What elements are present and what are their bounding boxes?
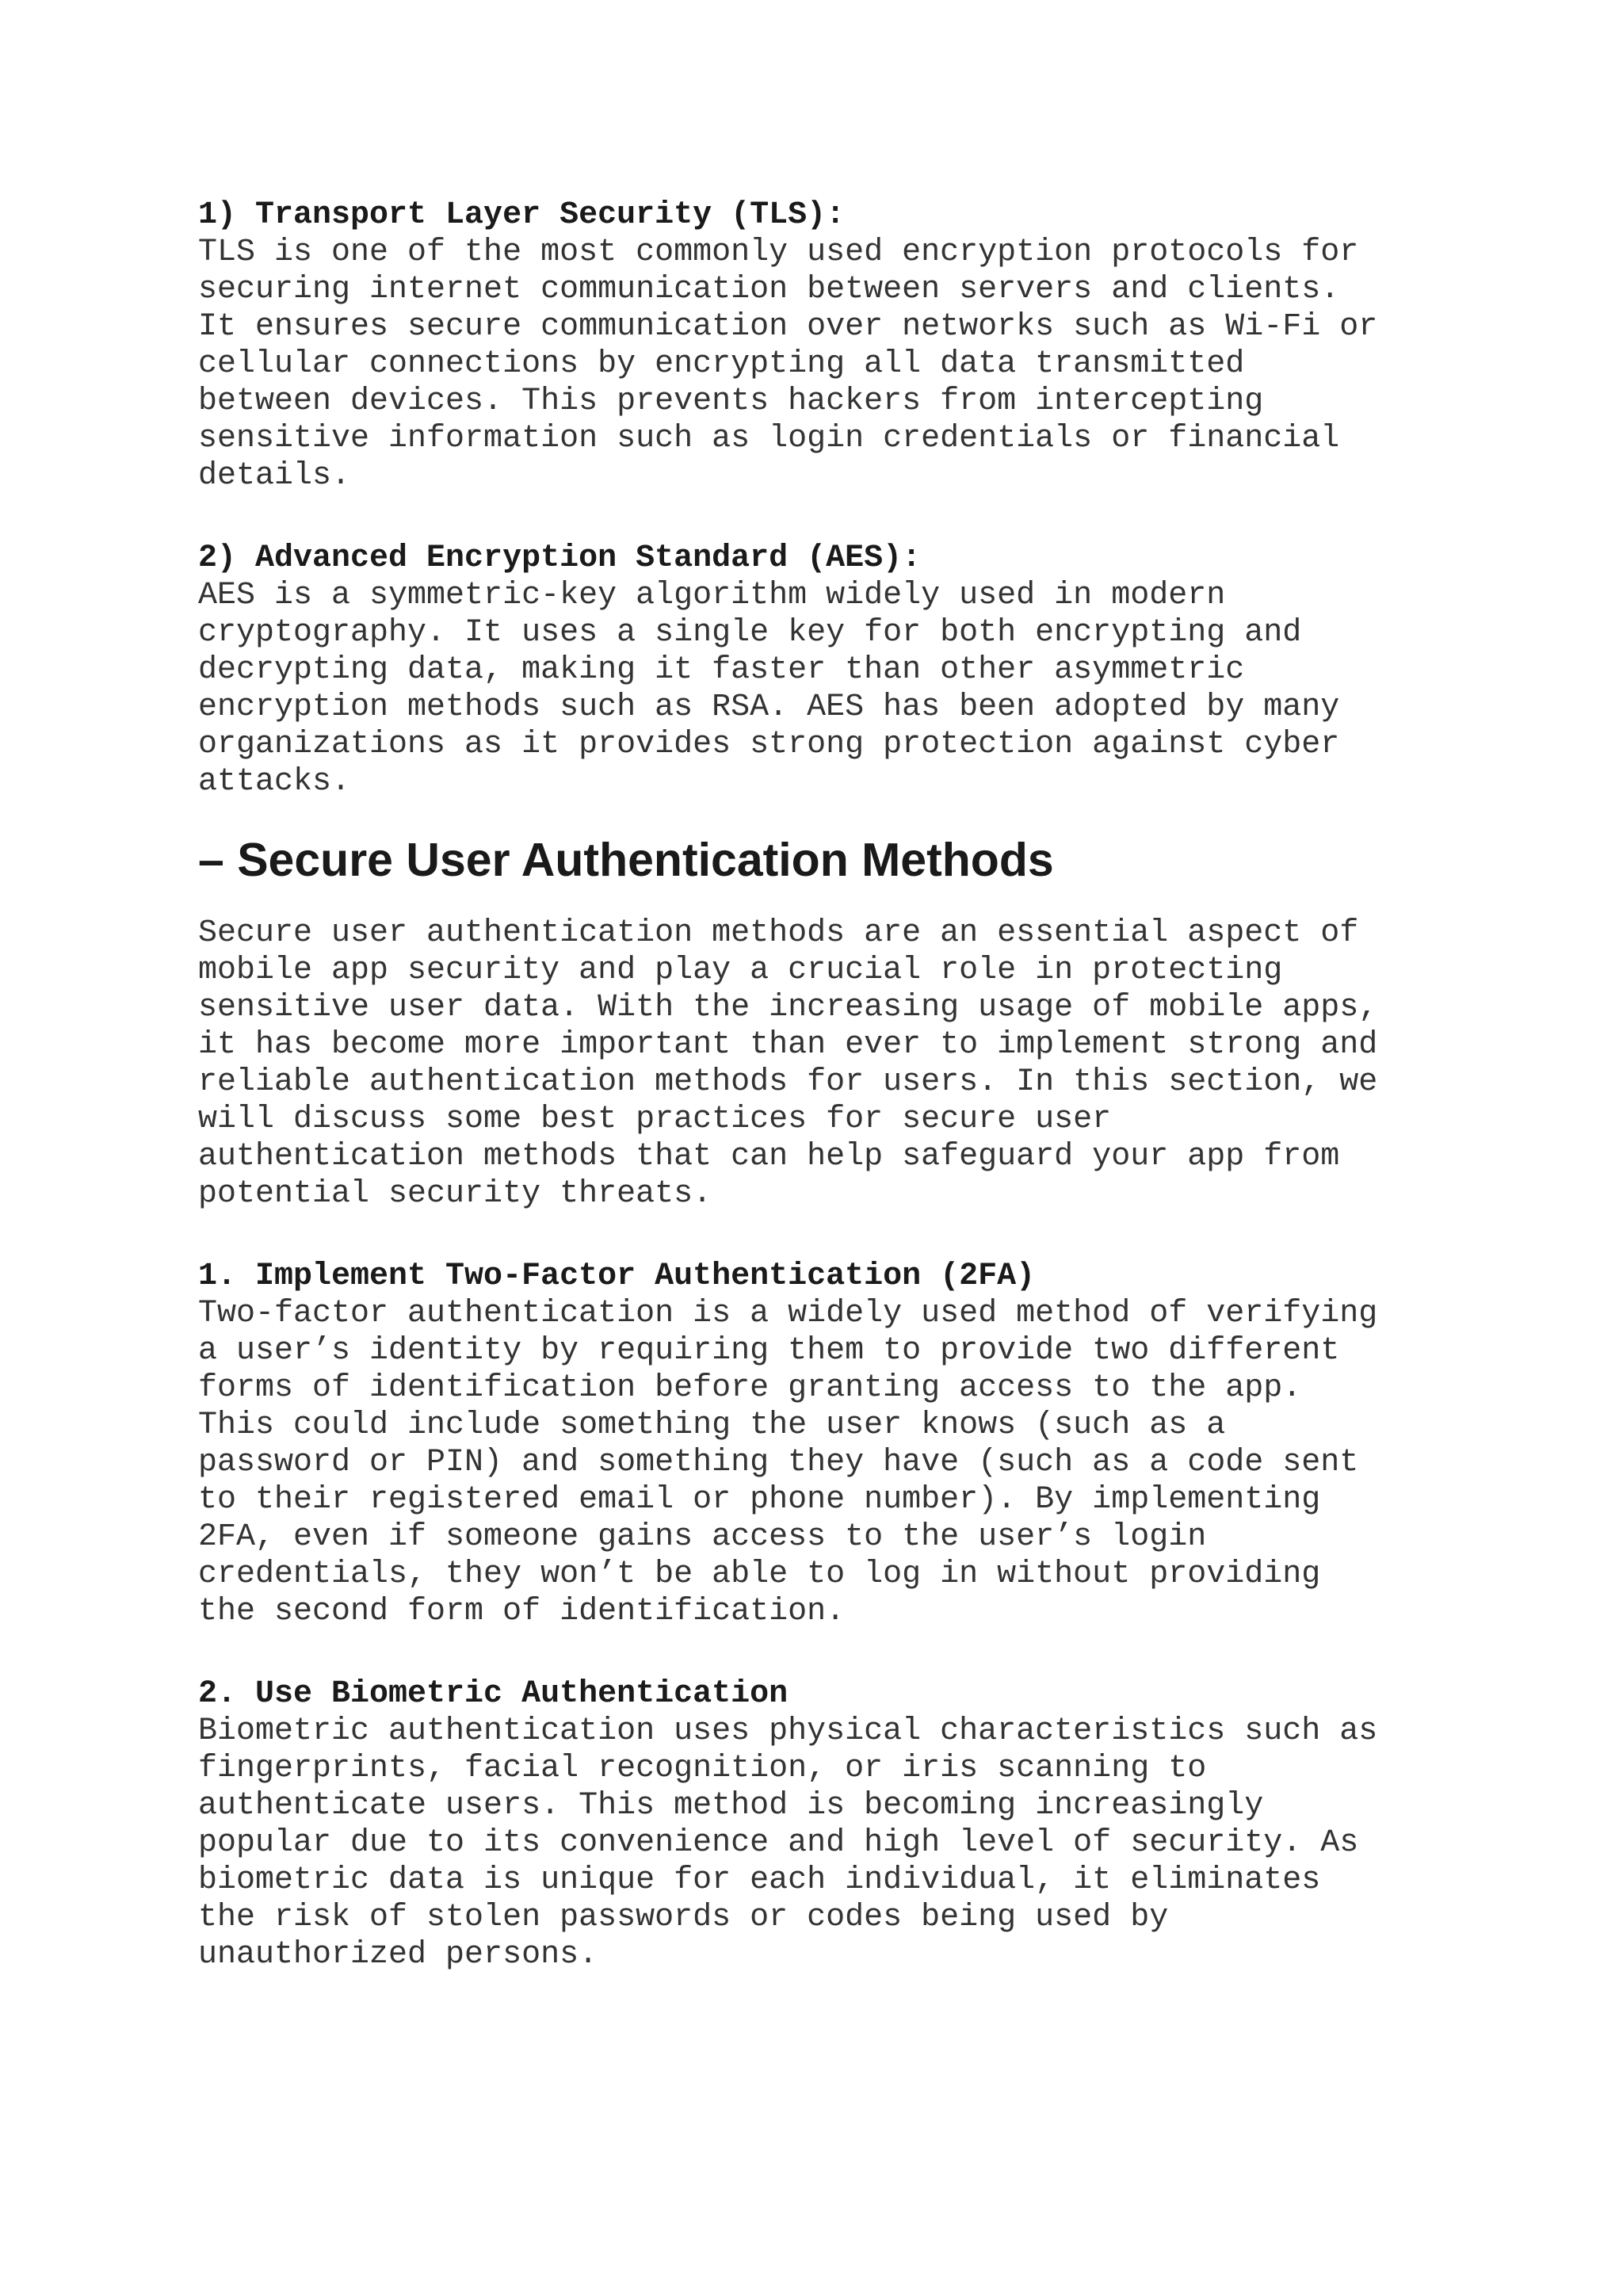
aes-paragraph [198, 577, 1434, 800]
text-line: biometric data is unique for each individual, it eliminates [198, 1862, 1321, 1898]
text-line: the second form of identification. [198, 1594, 846, 1629]
text-line: it has become more important than ever to implement strong and [198, 1027, 1378, 1063]
text-line: a user’s identity by requiring them to provide two different [198, 1333, 1340, 1369]
section-intro-paragraph [198, 915, 1434, 1213]
text-line: attacks. [198, 764, 351, 800]
text-line: Secure user authentication methods are an essential aspect of [198, 915, 1359, 951]
text-line: Two-factor authentication is a widely used method of verifying [198, 1296, 1378, 1331]
twofa-paragraph [198, 1295, 1434, 1630]
text-line: authentication methods that can help safeguard your app from [198, 1139, 1340, 1175]
tls-paragraph [198, 234, 1434, 495]
text-line: 2FA, even if someone gains access to the user’s login [198, 1519, 1207, 1555]
biometric-heading: 2. Use Biometric Authentication [198, 1676, 789, 1712]
text-line: decrypting data, making it faster than other asymmetric [198, 652, 1245, 688]
text-line: sensitive information such as login credentials or financial [198, 421, 1340, 457]
text-line: cellular connections by encrypting all data transmitted [198, 346, 1245, 382]
text-line: reliable authentication methods for users. In this section, we [198, 1064, 1378, 1100]
twofa-heading: 1. Implement Two-Factor Authentication (2FA) [198, 1259, 1036, 1294]
text-line: credentials, they won’t be able to log in without providing [198, 1557, 1321, 1592]
text-line: between devices. This prevents hackers from intercepting [198, 384, 1264, 419]
text-line: TLS is one of the most commonly used encryption protocols for [198, 235, 1359, 270]
text-line: securing internet communication between servers and clients. [198, 272, 1340, 308]
text-line: authenticate users. This method is becoming increasingly [198, 1788, 1264, 1824]
text-line: potential security threats. [198, 1176, 712, 1212]
text-line: Biometric authentication uses physical characteristics such as [198, 1713, 1378, 1749]
text-line: details. [198, 458, 351, 494]
text-line: will discuss some best practices for secure user [198, 1102, 1112, 1137]
aes-heading: 2) Advanced Encryption Standard (AES): [198, 541, 922, 576]
text-line: to their registered email or phone number). By implementing [198, 1482, 1321, 1518]
text-line: forms of identification before granting access to the app. [198, 1370, 1302, 1406]
text-line: unauthorized persons. [198, 1937, 598, 1973]
text-line: AES is a symmetric-key algorithm widely used in modern [198, 578, 1226, 613]
text-line: popular due to its convenience and high level of security. As [198, 1825, 1359, 1861]
tls-heading: 1) Transport Layer Security (TLS): [198, 197, 846, 233]
text-line: fingerprints, facial recognition, or iris scanning to [198, 1751, 1207, 1786]
text-line: sensitive user data. With the increasing usage of mobile apps, [198, 990, 1378, 1026]
text-line: password or PIN) and something they have (such as a code sent [198, 1445, 1359, 1480]
text-line: mobile app security and play a crucial role in protecting [198, 953, 1283, 988]
section-title: – Secure User Authentication Methods [198, 834, 1054, 886]
document-page [198, 197, 1434, 1973]
text-line: the risk of stolen passwords or codes being used by [198, 1900, 1169, 1935]
text-line: cryptography. It uses a single key for both encrypting and [198, 615, 1302, 651]
biometric-paragraph [198, 1713, 1434, 1973]
text-line: encryption methods such as RSA. AES has been adopted by many [198, 690, 1340, 725]
text-line: organizations as it provides strong protection against cyber [198, 727, 1340, 762]
text-line: This could include something the user knows (such as a [198, 1408, 1226, 1443]
text-line: It ensures secure communication over networks such as Wi-Fi or [198, 309, 1378, 345]
